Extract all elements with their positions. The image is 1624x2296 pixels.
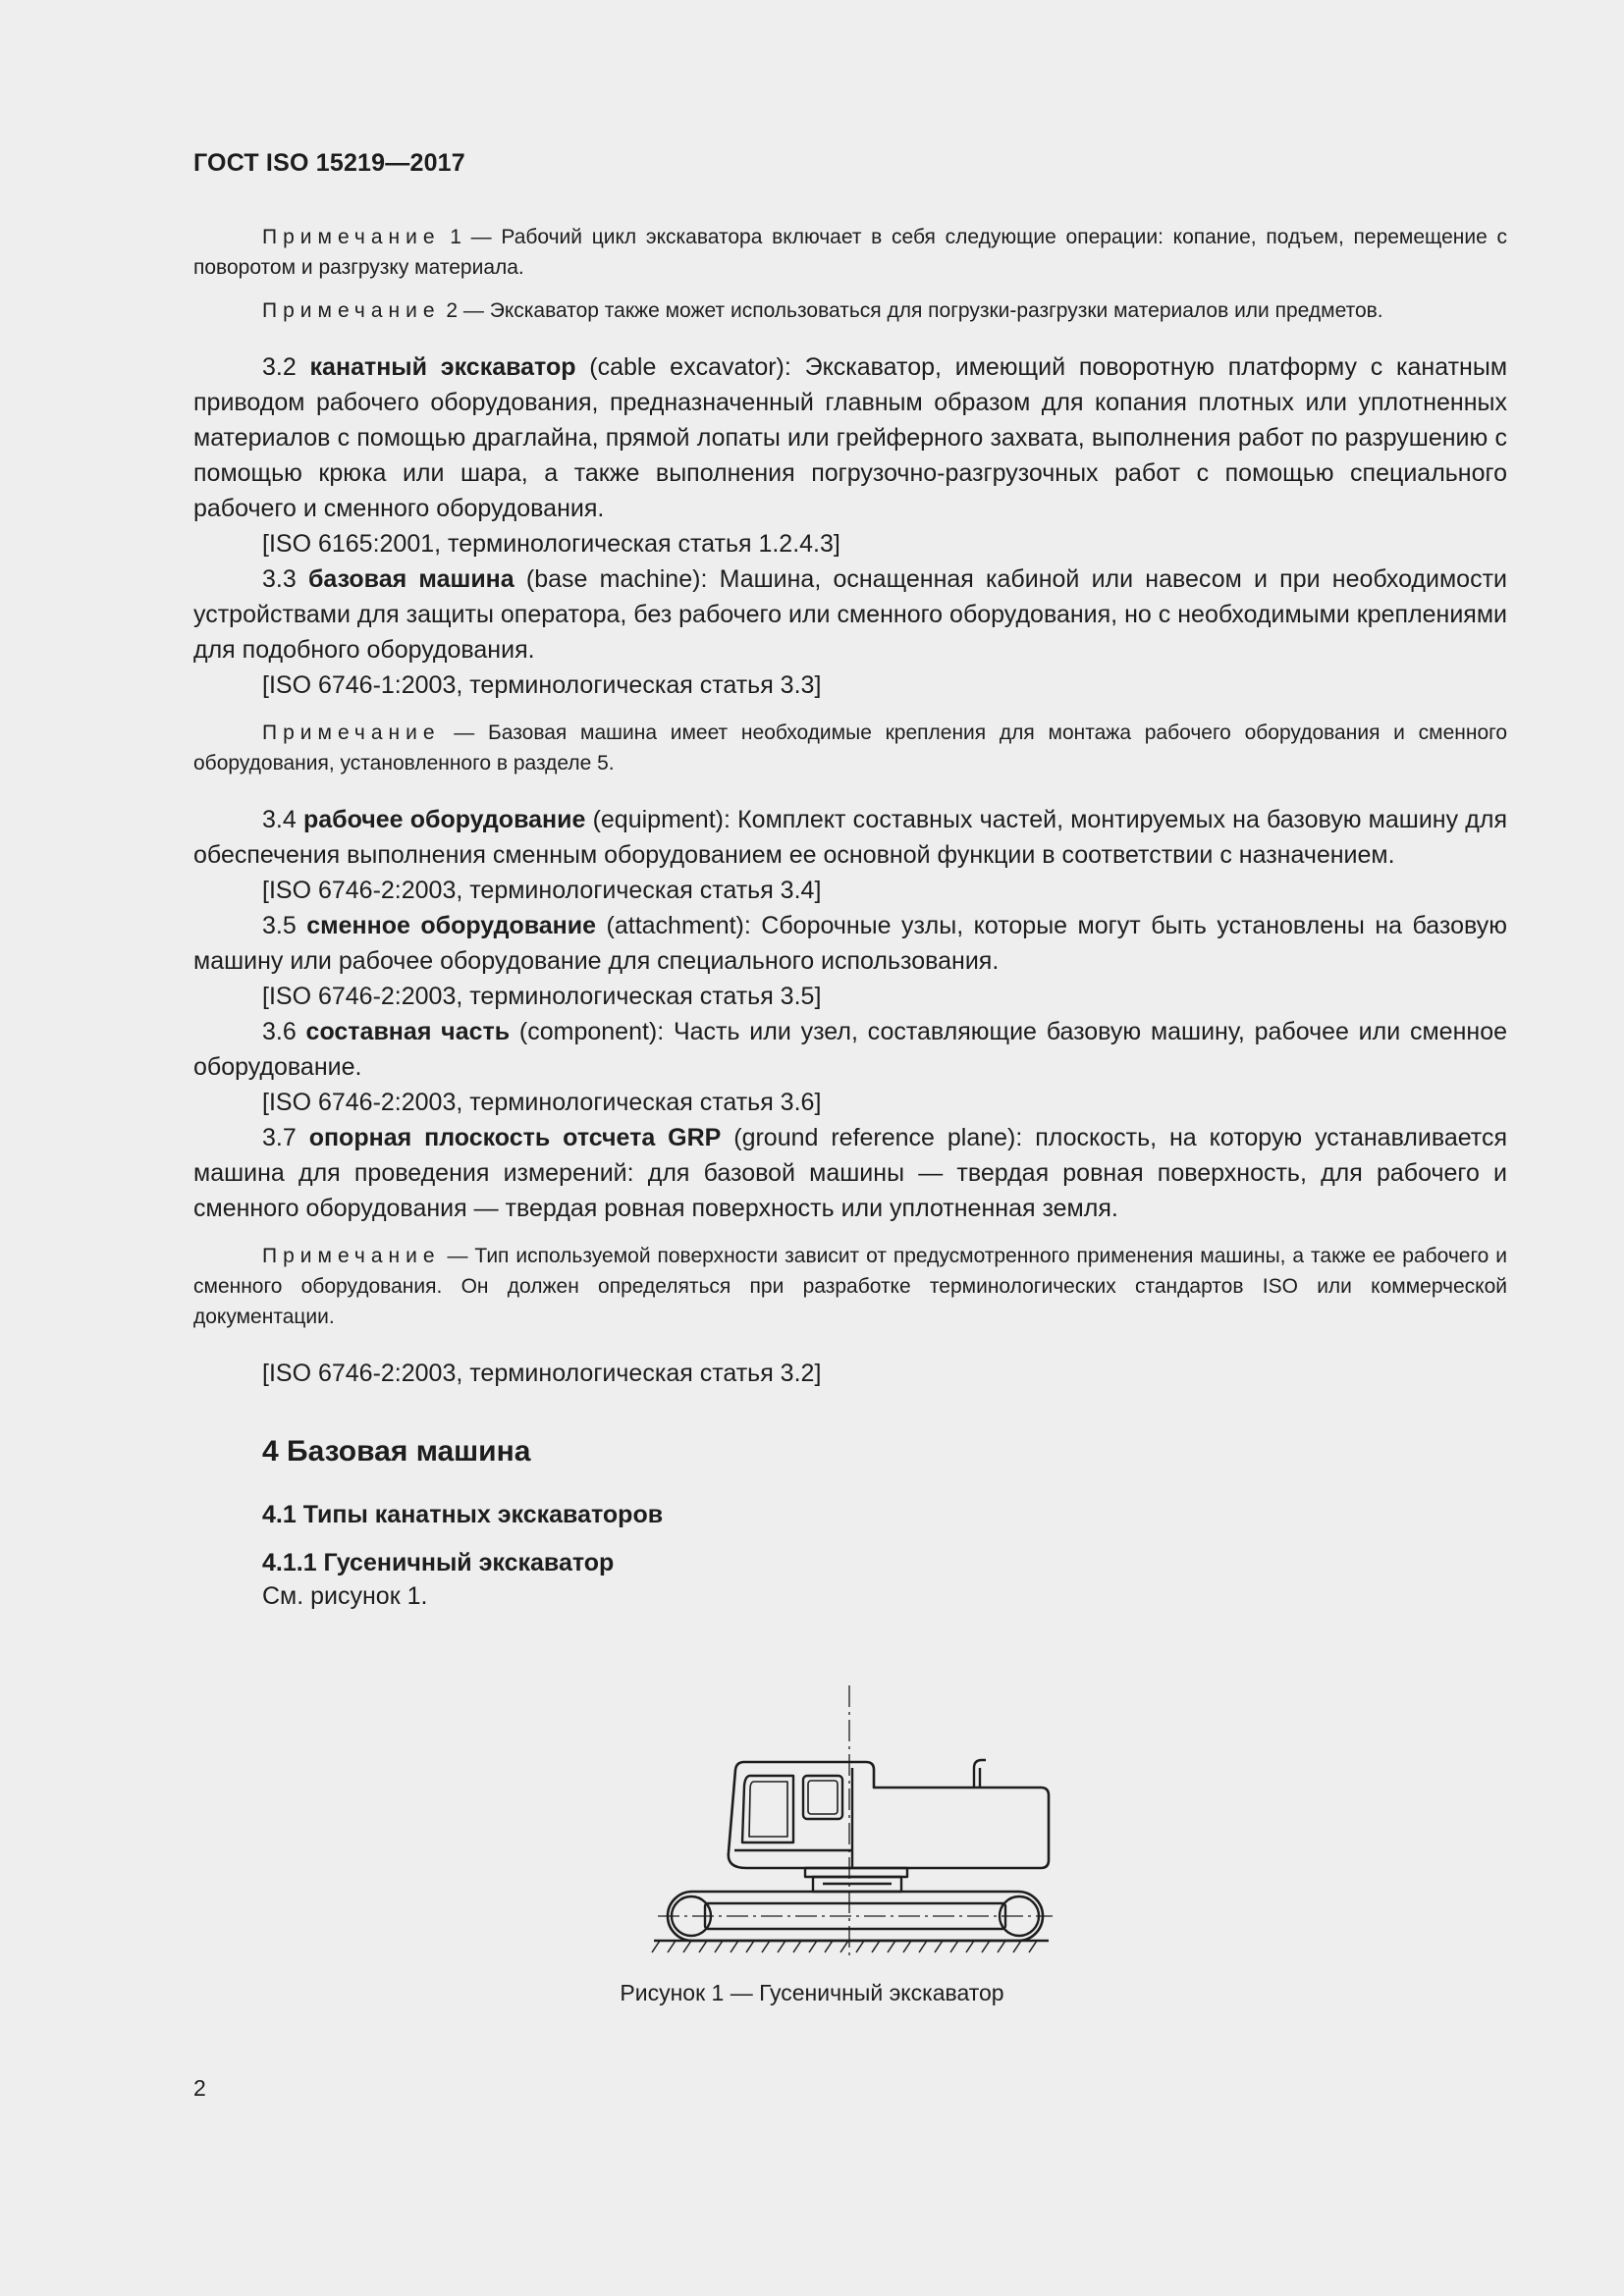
figure-caption: Рисунок 1 — Гусеничный экскаватор [620, 1980, 1004, 2005]
term-number: 3.6 [262, 1018, 306, 1045]
note-text: — Базовая машина имеет необходимые крепления для монтажа рабочего оборудования и сменного оборудования, установленного в разделе 5. [193, 721, 1507, 774]
term-number: 3.7 [262, 1124, 309, 1151]
term-definition: (cable excavator): Экскаватор, имеющий поворотную платформу с канатным приводом рабочего оборудования, предназначенный главным образом для копания плотных или уплотненных материалов с помощью драглайна, прямой лопаты или грейферного захвата, выполнения работ по разрушению с помощью крюка или шара, а также выполнения погрузочно-разгрузочных работ с помощью специального рабочего и сменного оборудования. [193, 353, 1508, 522]
term-3-7 [193, 1120, 1507, 1226]
note-1 [193, 222, 1507, 283]
document-id-header: ГОСТ ISO 15219—2017 [193, 149, 465, 177]
term-3-3 [193, 561, 1507, 667]
term-name: сменное оборудование [306, 912, 597, 939]
page-number: 2 [193, 2075, 206, 2101]
term-3-6-reference: [ISO 6746-2:2003, терминологическая статья 3.6] [262, 1089, 822, 1116]
term-name: составная часть [305, 1018, 511, 1045]
term-definition: (component): Часть или узел, составляющие базовую машину, рабочее или сменное оборудование. [193, 1018, 1507, 1081]
term-3-4 [193, 802, 1507, 873]
term-name: рабочее оборудование [302, 806, 586, 833]
term-definition: (base machine): Машина, оснащенная кабиной или навесом и при необходимости устройствами для защиты оператора, без рабочего или сменного оборудования, но с необходимыми креплениями для подобного оборудования. [193, 565, 1507, 664]
note-text: — Тип используемой поверхности зависит от предусмотренного применения машины, а также ее рабочего и сменного оборудования. Он должен определяться при разработке терминологических стандартов ISO или коммерческой документации. [193, 1245, 1507, 1328]
term-name: опорная плоскость отсчета GRP [308, 1124, 722, 1151]
term-definition: (ground reference plane): плоскость, на которую устанавливается машина для проведения измерений: для базовой машины — твердая ровная поверхность, для рабочего и сменного оборудования — твердая ровная поверхность или уплотненная земля. [193, 1124, 1508, 1222]
figure-reference-text: См. рисунок 1. [262, 1582, 428, 1610]
crawler-excavator-drawing-icon [648, 1683, 1060, 1968]
note-3 [193, 718, 1507, 778]
term-3-5-reference: [ISO 6746-2:2003, терминологическая статья 3.5] [262, 983, 822, 1010]
page-content [193, 222, 1507, 1613]
term-3-4-reference: [ISO 6746-2:2003, терминологическая статья 3.4] [262, 877, 822, 904]
term-name: канатный экскаватор [309, 353, 576, 381]
term-3-2 [193, 349, 1507, 526]
note-4 [193, 1241, 1507, 1332]
note-label: Примечание [262, 1245, 441, 1267]
term-3-6 [193, 1014, 1507, 1085]
term-3-5 [193, 908, 1507, 979]
note-text: 1 — Рабочий цикл экскаватора включает в себя следующие операции: копание, подъем, перемещение с поворотом и разгрузку материала. [193, 226, 1507, 279]
term-number: 3.4 [262, 806, 303, 833]
term-name: базовая машина [307, 565, 514, 593]
note-label: Примечание [262, 226, 441, 248]
term-number: 3.3 [262, 565, 308, 593]
term-definition: (equipment): Комплект составных частей, монтируемых на базовую машину для обеспечения выполнения сменным оборудованием ее основной функции в соответствии с назначением. [193, 806, 1507, 869]
term-number: 3.2 [262, 353, 310, 381]
note-text: 2 — Экскаватор также может использоваться для погрузки-разгрузки материалов или предметов. [440, 299, 1383, 322]
subsection-4-1-heading: 4.1 Типы канатных экскаваторов [262, 1501, 664, 1528]
note-label: Примечание [262, 299, 441, 322]
subsection-4-1-1-heading: 4.1.1 Гусеничный экскаватор [262, 1549, 615, 1576]
crawler-excavator-figure [648, 1683, 1060, 1968]
term-3-2-reference: [ISO 6165:2001, терминологическая статья 1.2.4.3] [262, 530, 840, 558]
term-3-7-reference: [ISO 6746-2:2003, терминологическая статья 3.2] [262, 1360, 822, 1387]
term-3-3-reference: [ISO 6746-1:2003, терминологическая статья 3.3] [262, 671, 822, 699]
note-2 [193, 295, 1507, 326]
section-4-heading: 4 Базовая машина [262, 1435, 531, 1468]
note-label: Примечание [262, 721, 441, 744]
term-definition: (attachment): Сборочные узлы, которые могут быть установлены на базовую машину или рабочее оборудование для специального использования. [193, 912, 1507, 975]
term-number: 3.5 [262, 912, 307, 939]
